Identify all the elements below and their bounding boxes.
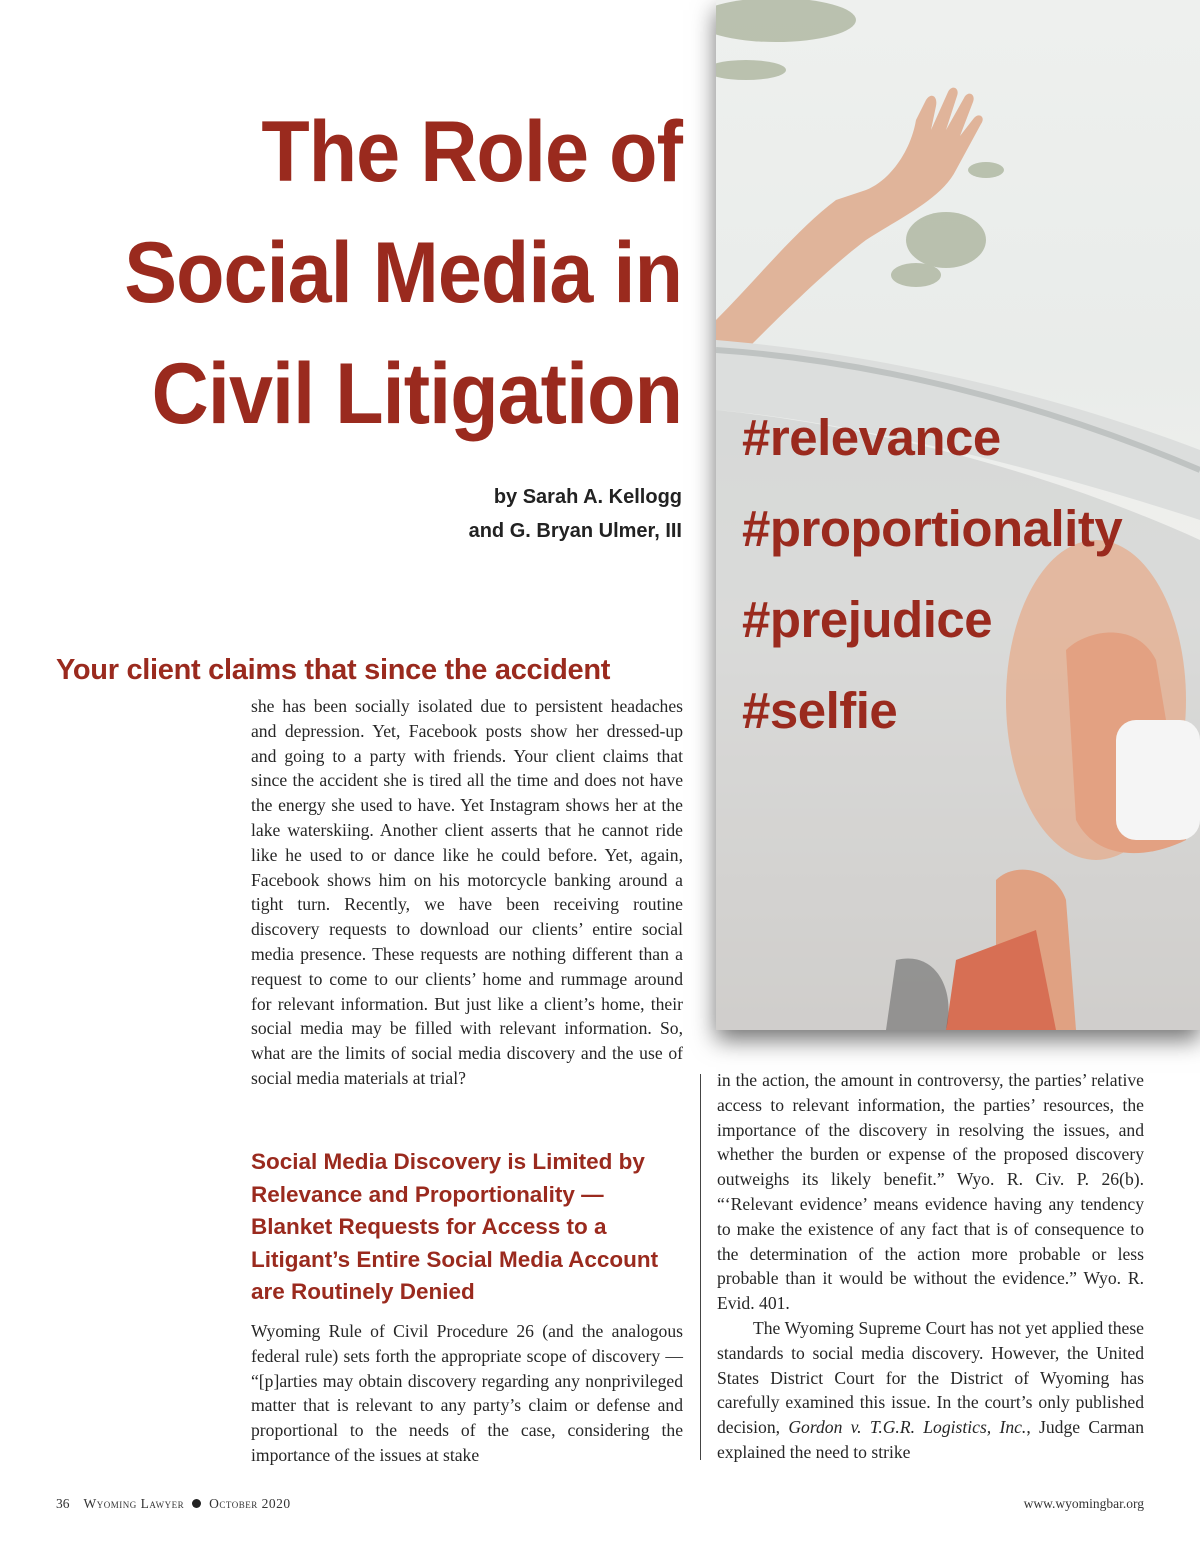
hashtag-item: #proportionality (742, 500, 1123, 557)
right-column (717, 1068, 1144, 1465)
byline (282, 480, 682, 548)
bullet-icon (192, 1499, 201, 1508)
title-line: The Role of (261, 104, 682, 200)
intro-paragraph: she has been socially isolated due to persistent headaches and depression. Yet, Facebook posts show her dressed-up and going to a party with friends. Your client claims that since the accident she is tired all the time and does not have the energy she used to have. Yet Instagram shows her at the lake waterskiing. Another client asserts that he cannot ride like he used to or dance like he could before. Yet, again, Facebook shows him on his motorcycle banking around a tight turn. Recently, we have been receiving routine discovery requests to download our clients’ entire social media presence. These requests are nothing different than a request to come to our clients’ home and rummage around for relevant information. But just like a client’s home, their social media may be filled with relevant information. So, what are the limits of social media discovery and the use of social media materials at trial? (251, 696, 683, 1088)
title-line: Civil Litigation (151, 346, 682, 442)
article-title (75, 92, 682, 455)
paragraph-text: The Wyoming Supreme Court has not yet applied these standards to social media discovery. However, the United States District Court for the District of Wyoming has carefully examined this issue. In the court’s only published decision, (717, 1317, 1144, 1438)
hashtag-list (742, 392, 1182, 756)
rule-column (251, 1319, 683, 1468)
byline-line: by Sarah A. Kellogg (493, 486, 682, 508)
body-paragraph: in the action, the amount in controversy, the parties’ relative access to relevant information, the parties’ resources, the importance of the discovery in resolving the issues, and whether the burden or expense of the proposed discovery outweighs its likely benefit.” Wyo. R. Civ. P. 26(b). “‘Relevant evidence’ means evidence having any tendency to make the existence of any fact that is of consequence to the determination of the action more probable or less probable than it would be without the evidence.” Wyo. R. Evid. 401. (717, 1070, 1144, 1314)
title-line: Social Media in (124, 225, 682, 321)
issue-date: October 2020 (209, 1496, 291, 1511)
section-subheading: Social Media Discovery is Limited by Relevance and Proportionality — Blanket Requests for Access to a Litigant’s Entire Social Media Account are Routinely Denied (251, 1149, 659, 1304)
column-divider (700, 1074, 701, 1460)
hashtag-item: #relevance (742, 409, 1001, 466)
case-citation: Gordon v. T.G.R. Logistics, Inc. (788, 1417, 1027, 1438)
hashtag-item: #prejudice (742, 591, 993, 648)
publication-name: Wyoming Lawyer (83, 1496, 185, 1511)
lead-in-heading: Your client claims that since the accident (56, 654, 611, 686)
body-paragraph (717, 1316, 1144, 1465)
page-number: 36 (56, 1496, 70, 1511)
hashtag-item: #selfie (742, 682, 898, 739)
intro-column (251, 694, 683, 1091)
byline-line: and G. Bryan Ulmer, III (468, 520, 682, 542)
rule-paragraph: Wyoming Rule of Civil Procedure 26 (and the analogous federal rule) sets forth the appropriate scope of discovery — “[p]arties may obtain discovery regarding any nonprivileged matter that is relevant to any party’s claim or defense and proportional to the needs of the case, considering the importance of the issues at stake (251, 1321, 683, 1465)
page-footer (56, 1496, 1144, 1520)
paragraph-text: , Judge Carman explained the need to strike (717, 1417, 1145, 1462)
website-url: www.wyomingbar.org (1023, 1496, 1144, 1511)
footer-left (56, 1496, 291, 1512)
